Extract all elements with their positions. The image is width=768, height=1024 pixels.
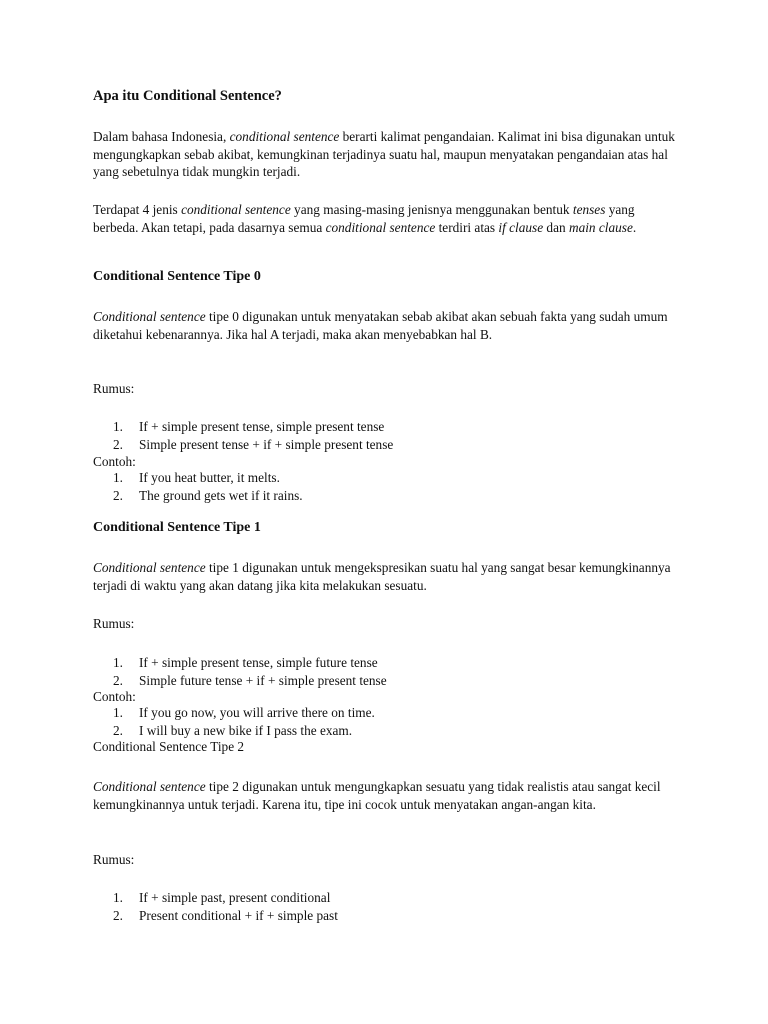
list-item [93,722,693,740]
list-item-text: If you go now, you will arrive there on time. [139,705,375,720]
text-run: yang berbeda. Akan tetapi, pada dasarnya semua [93,202,635,235]
section-heading-tipe-1: Conditional Sentence Tipe 1 [93,520,261,535]
italic-term: conditional sentence [181,202,291,217]
contoh-list [93,704,693,739]
text-run: berarti kalimat pengandaian. Kalimat ini bisa digunakan untuk mengungkapkan sebab akibat, kemungkinan terjadinya suatu hal, maupun menyatakan pengandaian atas hal yang sebetulnya tidak mungkin terjadi. [93,129,675,179]
list-item-text: Simple future tense + if + simple present tense [139,672,387,688]
text-run: Dalam bahasa Indonesia, [93,129,230,144]
list-number: 2. [113,672,123,688]
list-number: 1. [113,470,123,485]
list-item [93,889,693,907]
intro-paragraph-1 [93,128,693,181]
list-item-text: Present conditional + if + simple past [139,907,338,923]
list-item [93,672,693,690]
italic-term: main clause [568,219,633,235]
list-item [93,704,693,722]
list-item [93,436,693,454]
list-number: 1. [113,890,123,905]
list-item [93,907,693,925]
contoh-label: Contoh: [93,454,136,469]
rumus-label: Rumus: [93,381,135,396]
list-number: 2. [113,487,123,503]
text-run: Terdapat 4 jenis [93,202,182,217]
italic-term: tenses [572,202,606,217]
list-item-text: The ground gets wet if it rains. [139,487,303,503]
section-description-tipe-2 [93,778,683,813]
list-number: 1. [113,655,123,670]
list-item-text: If you heat butter, it melts. [139,470,280,485]
list-number: 2. [113,907,123,923]
list-number: 2. [113,722,123,738]
list-item [93,654,693,672]
list-item [93,469,693,487]
contoh-list [93,469,693,504]
contoh-label: Contoh: [93,689,136,704]
intro-paragraph-2 [93,201,668,236]
text-run: tipe 1 digunakan untuk mengekspresikan suatu hal yang sangat besar kemungkinannya terjadi di waktu yang akan datang jika kita melakukan sesuatu. [93,560,671,593]
italic-term: conditional sentence [229,129,340,144]
rumus-list [93,889,693,924]
text-run: tipe 0 digunakan untuk menyatakan sebab akibat akan sebuah fakta yang sudah umum diketahui kebenarannya. Jika hal A terjadi, maka akan menyebabkan hal B. [93,309,668,342]
list-item-text: If + simple present tense, simple present tense [139,419,385,434]
section-description-tipe-1 [93,559,673,594]
section-description-tipe-0 [93,308,668,343]
rumus-label: Rumus: [93,852,135,867]
italic-term: conditional sentence [325,219,436,235]
list-item-text: If + simple past, present conditional [139,890,331,905]
list-number: 1. [113,705,123,720]
italic-term: Conditional sentence [93,560,206,575]
text-run: terdiri atas [435,219,499,235]
document-title: Apa itu Conditional Sentence? [93,88,282,104]
text-run: yang masing-masing jenisnya menggunakan bentuk [290,202,573,217]
rumus-list [93,418,693,453]
rumus-list [93,654,693,689]
list-item-text: If + simple present tense, simple future tense [139,655,378,670]
text-run: tipe 2 digunakan untuk mengungkapkan sesuatu yang tidak realistis atau sangat kecil kemungkinannya untuk terjadi. Karena itu, tipe ini cocok untuk menyatakan angan-angan kita. [93,779,661,812]
list-item-text: I will buy a new bike if I pass the exam. [139,722,353,738]
text-run: . [632,219,637,235]
list-number: 1. [113,419,123,434]
rumus-label: Rumus: [93,616,135,631]
list-number: 2. [113,436,123,452]
italic-term: Conditional sentence [93,779,206,794]
list-item-text: Simple present tense + if + simple present tense [139,436,394,452]
section-heading-tipe-2: Conditional Sentence Tipe 2 [93,739,245,754]
list-item [93,418,693,436]
list-item [93,487,693,505]
italic-term: if clause [498,219,544,235]
section-heading-tipe-0: Conditional Sentence Tipe 0 [93,269,261,284]
italic-term: Conditional sentence [93,309,206,324]
text-run: dan [543,219,569,235]
